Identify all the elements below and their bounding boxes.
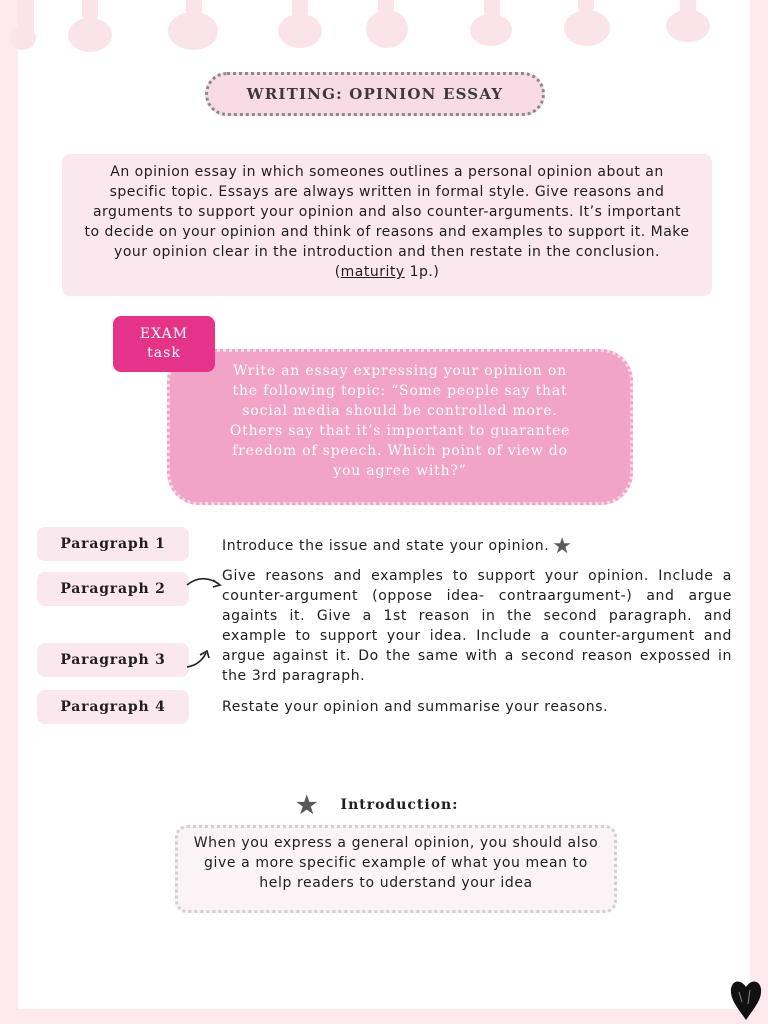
drip-decoration	[168, 12, 218, 50]
exam-tag-line1: EXAM	[139, 326, 189, 342]
drip-decoration	[278, 14, 322, 48]
drip-decoration	[10, 26, 36, 50]
introduction-note-text: When you express a general opinion, you should also give a more specific example of what you mean to help readers to uderstand your idea	[193, 835, 599, 891]
introduction-heading	[296, 790, 459, 819]
exam-tag-line2: task	[147, 345, 181, 361]
definition-text: An opinion essay in which someones outlines a personal opinion about an specific topic. Essays are always written in formal style. Give reasons and arguments to support your opinion and also counter-arguments. It’s important to decide on your opinion and think of reasons and examples to support it. Make your opinion clear in the introduction and then restate in the conclusion. (	[84, 164, 690, 280]
page-title	[205, 72, 545, 116]
drip-decoration	[666, 10, 710, 42]
maturity-link: maturity	[340, 264, 405, 280]
exam-task-box	[167, 349, 633, 505]
paragraph-2-label	[37, 572, 189, 606]
curved-arrow-icon	[184, 647, 224, 671]
definition-box	[62, 154, 712, 296]
introduction-heading-text: Introduction:	[340, 797, 459, 813]
definition-suffix: 1p.)	[404, 264, 440, 280]
drip-decoration	[564, 10, 610, 46]
paragraph-1-text: Introduce the issue and state your opinion.	[222, 538, 550, 554]
drip-decoration	[68, 18, 112, 52]
exam-task-text: Write an essay expressing your opinion on the following topic: “Some people say that social media should be controlled more. Others say that it’s important to guarantee freedom of speech. Which point of view do you agree with?”	[229, 363, 571, 479]
page-title-text: WRITING: OPINION ESSAY	[246, 85, 504, 103]
curved-arrow-icon	[184, 573, 224, 593]
paragraph-2-text: Give reasons and examples to support your opinion. Include a counter-argument (oppose idea- contraargument-) and argue againts it. Give a 1st reason in the second paragraph. and example to support your idea. Include a counter-argument and argue against it. Do the same with a second reason expossed in the 3rd paragraph.	[222, 568, 732, 684]
paragraph-4-label	[37, 690, 189, 724]
paragraph-2-label-text: Paragraph 2	[60, 581, 166, 597]
paragraph-4-text: Restate your opinion and summarise your reasons.	[222, 699, 609, 715]
paragraph-4-label-text: Paragraph 4	[60, 699, 166, 715]
paragraph-4-description	[222, 697, 732, 717]
exam-task-tag	[113, 316, 215, 372]
paragraph-3-label	[37, 643, 189, 677]
paragraph-1-label	[37, 527, 189, 561]
drip-decoration	[366, 10, 408, 48]
drip-decoration	[470, 14, 512, 46]
heart-icon	[728, 976, 764, 1022]
paragraph-1-description	[222, 536, 732, 557]
star-icon: ★	[552, 534, 573, 559]
introduction-note	[175, 825, 617, 913]
star-icon: ★	[296, 790, 319, 819]
paragraph-3-label-text: Paragraph 3	[60, 652, 166, 668]
paragraph-1-label-text: Paragraph 1	[60, 536, 166, 552]
paragraph-2-3-description	[222, 566, 732, 686]
